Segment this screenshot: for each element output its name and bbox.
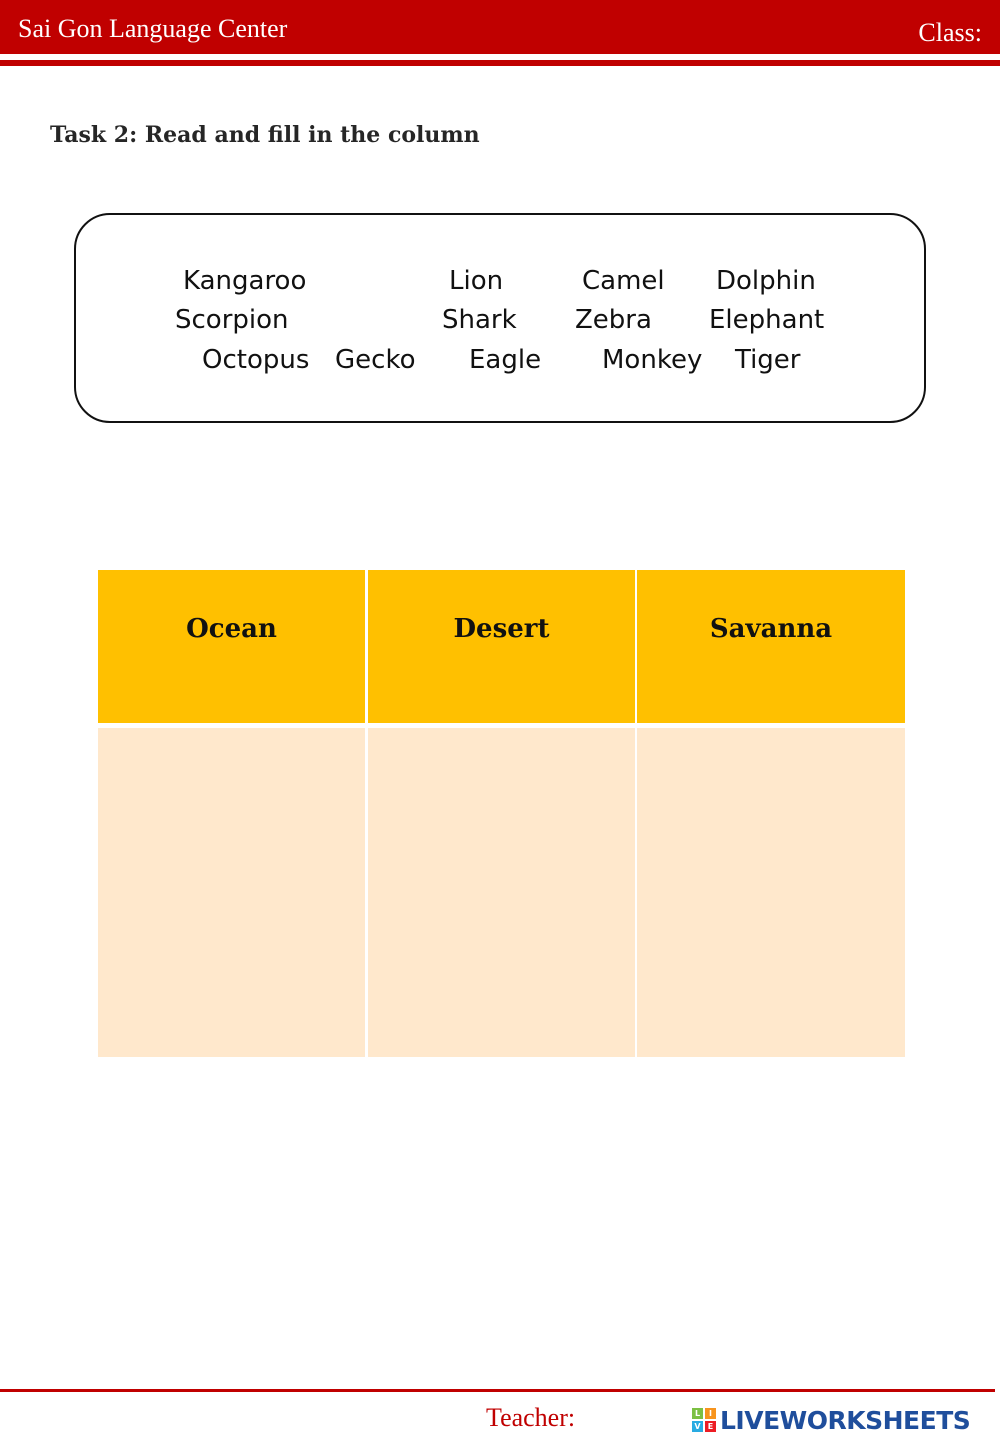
footer-divider [0, 1389, 995, 1392]
column-header-ocean [98, 570, 365, 723]
column-header-label: Ocean [186, 614, 277, 644]
task-title: Task 2: Read and fill in the column [50, 122, 480, 148]
column-header-desert [368, 570, 635, 723]
center-name: Sai Gon Language Center [18, 14, 288, 43]
drop-zone-savanna[interactable] [637, 728, 905, 1057]
word-bank-item[interactable]: Elephant [709, 305, 825, 335]
teacher-label: Teacher: [486, 1403, 576, 1432]
word-bank [74, 213, 926, 423]
word-bank-item[interactable]: Monkey [602, 345, 703, 375]
word-bank-item[interactable]: Eagle [469, 345, 542, 375]
word-bank-item[interactable]: Dolphin [716, 266, 816, 296]
liveworksheets-logo [692, 1405, 970, 1435]
word-bank-item[interactable]: Octopus [202, 345, 310, 375]
column-header-label: Savanna [709, 614, 833, 644]
drop-zone-desert[interactable] [368, 728, 635, 1057]
word-bank-item[interactable]: Lion [449, 266, 504, 296]
word-bank-item[interactable]: Kangaroo [183, 266, 307, 296]
word-bank-item[interactable]: Gecko [335, 345, 416, 375]
category-table [97, 570, 905, 1057]
liveworksheets-logo-text: LIVEWORKSHEETS [720, 1405, 971, 1435]
word-bank-item[interactable]: Tiger [735, 345, 801, 375]
drop-zone-ocean[interactable] [98, 728, 365, 1057]
word-bank-item[interactable]: Camel [582, 266, 665, 296]
header-bar [0, 0, 1000, 54]
liveworksheets-logo-icon: L I V E [692, 1408, 716, 1432]
word-bank-item[interactable]: Scorpion [175, 305, 289, 335]
class-label: Class: [918, 18, 982, 47]
column-header-savanna [637, 570, 905, 723]
header-divider [0, 60, 1000, 66]
word-bank-item[interactable]: Shark [442, 305, 517, 335]
column-header-label: Desert [453, 614, 550, 644]
word-bank-item[interactable]: Zebra [575, 305, 652, 335]
